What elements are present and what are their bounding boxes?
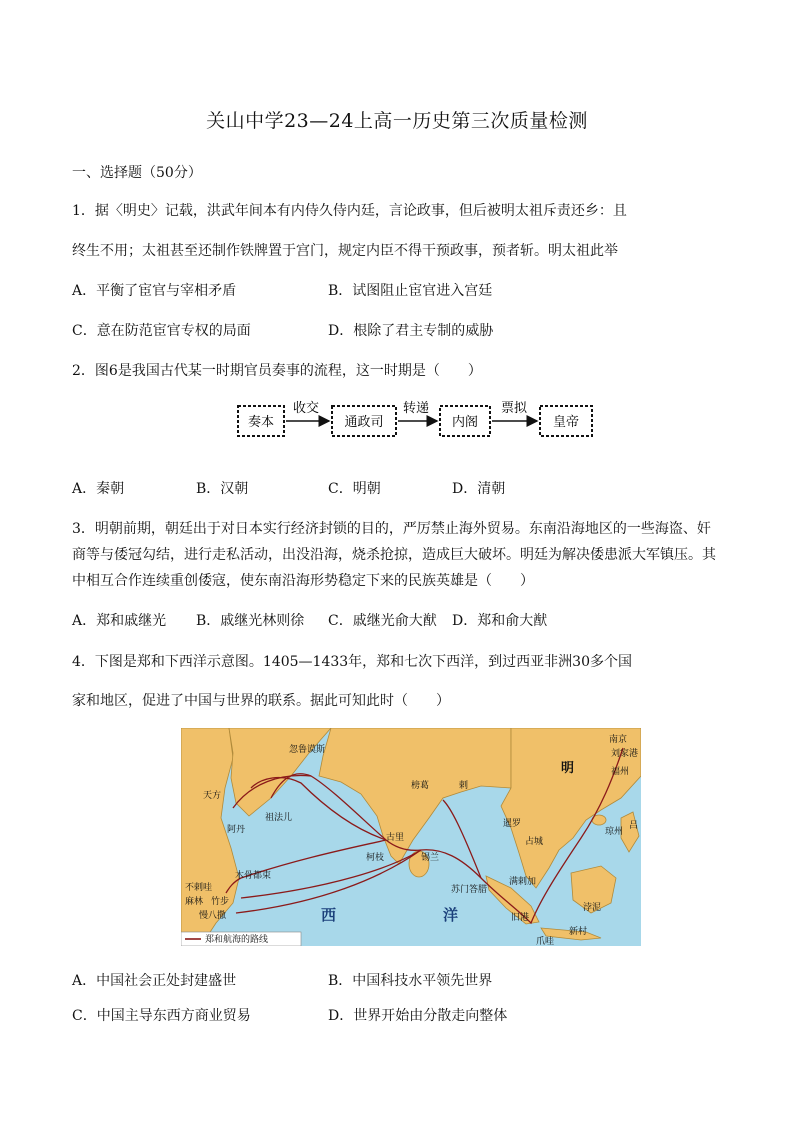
map-label-malin: 麻林	[185, 897, 204, 907]
q4-stem-line2: 家和地区，促进了中国与世界的联系。据此可知此时（ ）	[72, 693, 450, 709]
q4-stem-line1: 4．下图是郑和下西洋示意图。1405—1433年，郑和七次下西洋，到过西亚非洲30多个国	[72, 654, 632, 670]
q4-option-a[interactable]: A．中国社会正处封建盛世	[72, 973, 237, 989]
q2-option-d[interactable]: D．清朝	[452, 481, 506, 497]
q4-option-b[interactable]: B．中国科技水平领先世界	[328, 973, 493, 989]
flow-arrow-label: 票拟	[500, 401, 528, 416]
zheng-he-voyage-map	[181, 728, 641, 946]
map-label-qiongzhou: 琼州	[605, 827, 624, 837]
memorial-flow-diagram	[236, 390, 596, 446]
flow-arrow-label: 转递	[402, 401, 430, 416]
map-label-zhubu: 竹步	[211, 897, 230, 907]
q1-option-d[interactable]: D．根除了君主专制的威胁	[328, 323, 494, 339]
map-label-adan: 阿丹	[227, 825, 246, 835]
flow-box-huangdi	[540, 406, 592, 436]
map-label-zhuawa: 爪哇	[536, 937, 555, 946]
map-label-xianluo: 暹罗	[503, 819, 522, 829]
map-label-tianfang: 天方	[203, 791, 222, 801]
map-label-sumendala: 苏门答腊	[451, 885, 488, 895]
q1-option-b[interactable]: B．试图阻止宦官进入宫廷	[328, 283, 493, 299]
map-label-xincun: 新村	[569, 927, 588, 937]
map-label-lv: 吕	[629, 821, 639, 831]
map-label-zhancheng: 占城	[525, 837, 544, 847]
q1-stem-line2: 终生不用；太祖甚至还制作铁牌置于宫门，规定内臣不得干预政事，预者斩。明太祖此举	[72, 243, 618, 259]
map-label-jiugang: 旧港	[511, 913, 530, 923]
q4-option-c[interactable]: C．中国主导东西方商业贸易	[72, 1008, 251, 1024]
map-legend	[181, 932, 301, 946]
q4-option-d[interactable]: D．世界开始由分散走向整体	[328, 1008, 508, 1024]
map-label-boni: 浡泥	[583, 903, 602, 913]
q1-stem-line1: 1．据〈明史〉记载，洪武年间本有内侍久侍内廷，言论政事，但后被明太祖斥责还乡：且	[72, 203, 627, 219]
map-label-liujiagang: 刘家港	[611, 749, 639, 759]
exam-title: 关山中学23—24上高一历史第三次质量检测	[206, 110, 588, 132]
map-label-manlajia: 满剌加	[509, 877, 537, 887]
map-label-kezhi: 柯枝	[366, 853, 385, 863]
q2-option-c[interactable]: C．明朝	[328, 481, 381, 497]
map-label-fuzhou: 福州	[611, 767, 630, 777]
map-label-xi: 西	[321, 906, 337, 924]
q1-option-a[interactable]: A．平衡了宦官与宰相矛盾	[72, 283, 237, 299]
flow-box-label: 奏本	[247, 415, 275, 430]
q3-option-b[interactable]: B．戚继光林则徐	[196, 613, 305, 629]
q2-option-a[interactable]: A．秦朝	[72, 481, 125, 497]
flow-box-label: 内阁	[451, 415, 479, 430]
map-label-guli: 古里	[386, 833, 405, 843]
q3-option-d[interactable]: D．郑和俞大猷	[452, 613, 548, 629]
map-label-zufaer: 祖法儿	[265, 813, 293, 823]
map-label-hulumosi: 忽鲁谟斯	[289, 745, 326, 755]
map-label-manbasa: 慢八撒	[199, 911, 227, 921]
flow-box-neige	[440, 406, 490, 436]
map-label-bulawa: 不剌哇	[185, 883, 213, 893]
q3-stem-line3: 中相互合作连续重创倭寇，使东南沿海形势稳定下来的民族英雄是（ ）	[72, 573, 534, 589]
q2-option-b[interactable]: B．汉朝	[196, 481, 249, 497]
map-label-la: 剌	[459, 781, 469, 791]
flow-box-label: 皇帝	[552, 415, 580, 430]
legend-label: 郑和航海的路线	[205, 935, 269, 945]
section-heading: 一、选择题（50分）	[72, 165, 202, 181]
flow-box-label: 通政司	[344, 415, 384, 430]
map-label-xilan: 锡兰	[421, 853, 440, 863]
map-label-ming: 明	[561, 761, 575, 776]
flow-arrow-label: 收交	[292, 401, 320, 416]
map-label-bangge: 榜葛	[411, 781, 430, 791]
q3-stem-line2: 商等与倭冠勾结，进行走私活动，出没沿海，烧杀抢掠，造成巨大破坏。明廷为解决倭患派大军镇压。其	[72, 547, 716, 563]
map-label-nanjing: 南京	[609, 735, 628, 745]
flow-box-tongzhengsi	[332, 406, 396, 436]
flow-box-zouben	[238, 406, 284, 436]
q2-stem: 2．图6是我国古代某一时期官员奏事的流程，这一时期是（ ）	[72, 363, 482, 379]
q3-option-c[interactable]: C．戚继光俞大猷	[328, 613, 437, 629]
map-label-mugudushu: 木骨都束	[235, 871, 272, 881]
q1-option-c[interactable]: C．意在防范宦官专权的局面	[72, 323, 251, 339]
q3-option-a[interactable]: A．郑和戚继光	[72, 613, 167, 629]
map-label-yang: 洋	[443, 906, 459, 924]
q3-stem-line1: 3．明朝前期，朝廷出于对日本实行经济封锁的目的，严厉禁止海外贸易。东南沿海地区的一些海盗、奸	[72, 521, 711, 537]
